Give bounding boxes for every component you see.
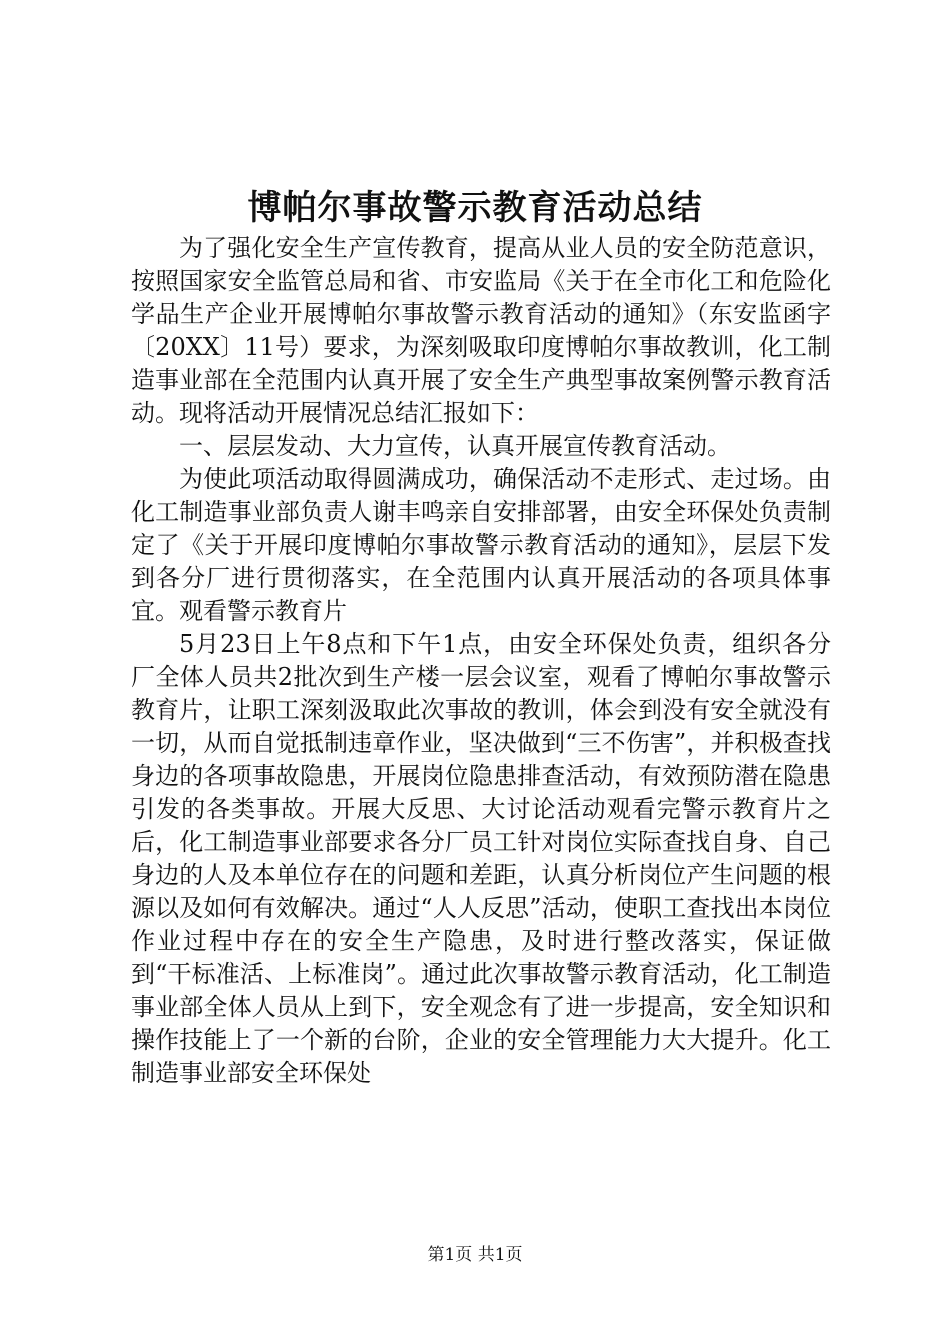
paragraph-section-heading: 一、层层发动、大力宣传，认真开展宣传教育活动。 <box>179 432 731 460</box>
paragraph-activities: 5月23日上午8点和下午1点，由安全环保处负责，组织各分厂全体人员共2批次到生产楼一层会议室，观看了博帕尔事故警示教育片，让职工深刻汲取此次事故的教训，体会到没有安全就没有一切，从而自觉抵制违章作业，坚决做到“三不伤害”，并积极查找身边的各项事故隐患，开展岗位隐患排查活动，有效预防潜在隐患引发的各类事故。开展大反思、大讨论活动观看完警示教育片之后，化工制造事业部要求各分厂员工针对岗位实际查找自身、自己身边的人及本单位存在的问题和差距，认真分析岗位产生问题的根源以及如何有效解决。通过“人人反思”活动，使职工查找出本岗位作业过程中存在的安全生产隐患，及时进行整改落实，保证做到“干标准活、上标准岗”。通过此次事故警示教育活动，化工制造事业部全体人员从上到下，安全观念有了进一步提高，安全知识和操作技能上了一个新的台阶，企业的安全管理能力大大提升。化工制造事业部安全环保处 <box>131 630 831 1087</box>
paragraph-intro: 为了强化安全生产宣传教育，提高从业人员的安全防范意识，按照国家安全监管总局和省、市安监局《关于在全市化工和危险化学品生产企业开展博帕尔事故警示教育活动的通知》（东安监函字〔20XX〕11号）要求，为深刻吸取印度博帕尔事故教训，化工制造事业部在全范围内认真开展了安全生产典型事故案例警示教育活动。现将活动开展情况总结汇报如下： <box>131 234 831 427</box>
page-footer: 第1页 共1页 <box>427 1245 523 1265</box>
document-title: 博帕尔事故警示教育活动总结 <box>247 188 703 228</box>
paragraph-deployment: 为使此项活动取得圆满成功，确保活动不走形式、走过场。由化工制造事业部负责人谢丰鸣亲自安排部署，由安全环保处负责制定了《关于开展印度博帕尔事故警示教育活动的通知》，层层下发到各分厂进行贯彻落实，在全范围内认真开展活动的各项具体事宜。观看警示教育片 <box>131 465 831 625</box>
document-body <box>131 232 831 1090</box>
